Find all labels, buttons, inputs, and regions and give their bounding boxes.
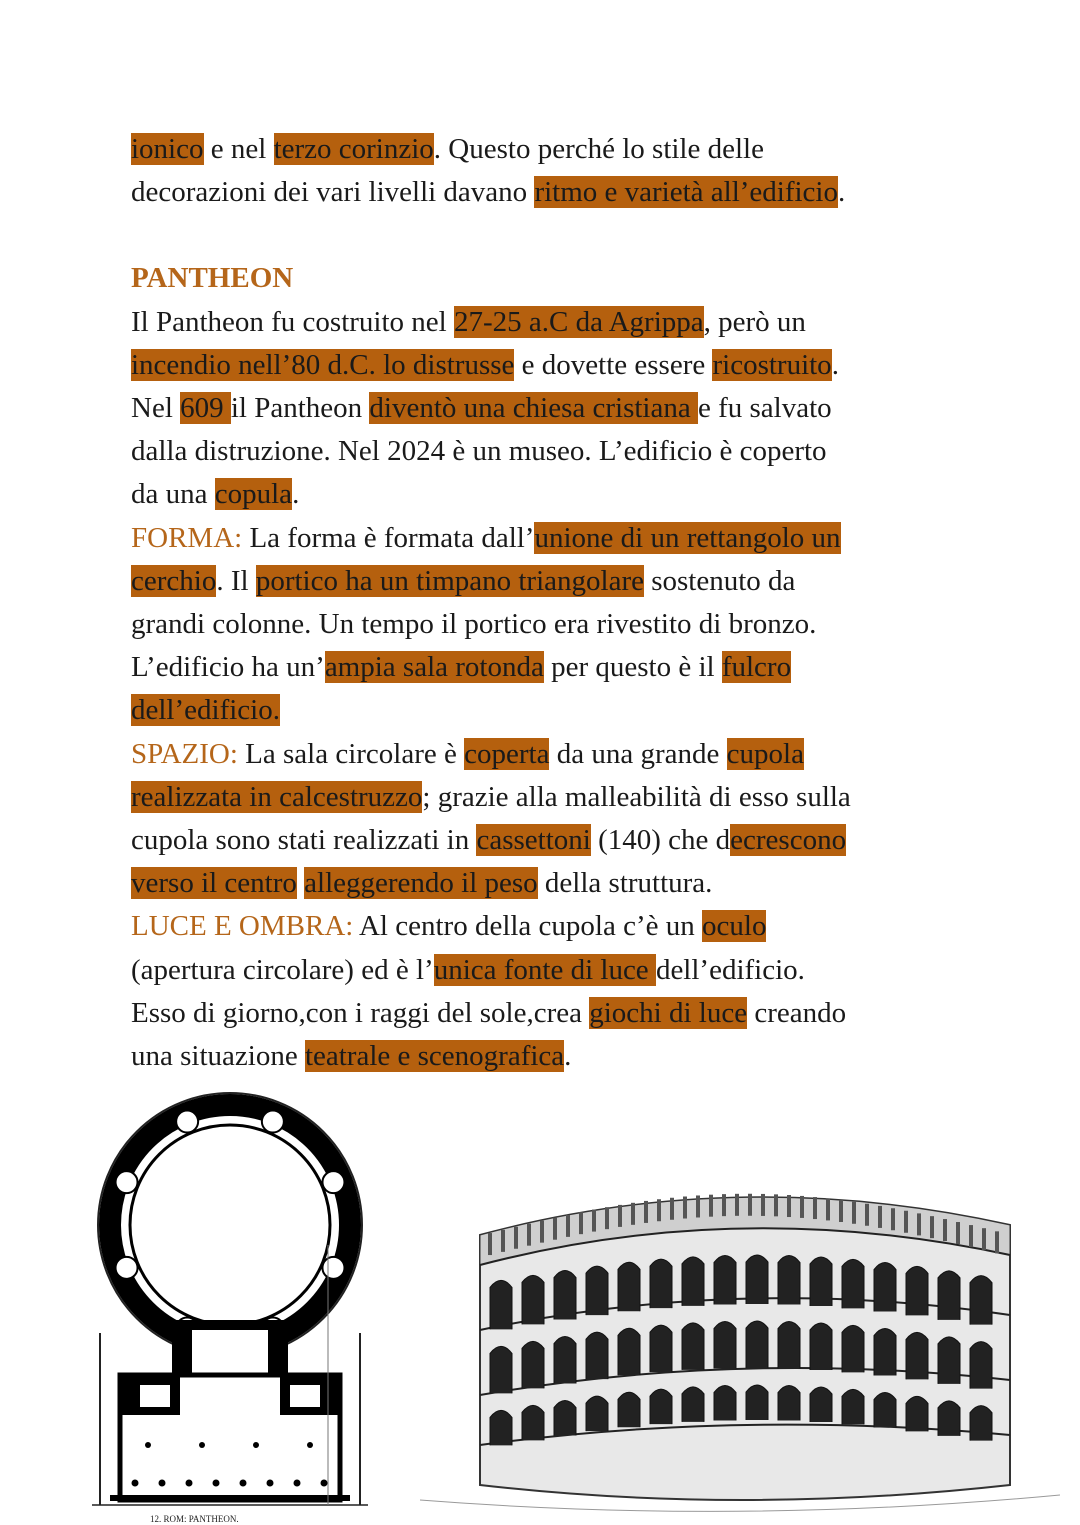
section-label: FORMA: [131,521,243,554]
highlighted-text: cupola [726,737,804,770]
colosseum-arch [650,1325,672,1372]
text-line [131,517,971,560]
highlighted-text: cerchio [131,564,217,597]
colosseum-attic-pilaster [644,1201,648,1223]
colosseum-attic-pilaster [969,1225,973,1247]
colosseum-attic-pilaster [839,1200,843,1222]
plan-column [294,1480,301,1487]
colosseum-attic-pilaster [761,1194,765,1216]
text-line [131,603,971,646]
plan-column [213,1480,220,1487]
colosseum-arch [938,1401,960,1436]
text-segment: grandi colonne. Un tempo il portico era rivestito di bronzo. [131,608,817,641]
text-segment: una situazione [131,1040,305,1073]
highlighted-text: incendio nell’80 d.C. lo distrusse [131,348,515,381]
colosseum-arch [650,1259,672,1308]
text-segment: per questo è il [543,651,722,684]
colosseum-arch [906,1396,928,1431]
plan-niche [262,1111,284,1133]
colosseum-arch [650,1389,672,1424]
colosseum-attic-pilaster [670,1198,674,1220]
colosseum-arch [490,1280,512,1329]
text-segment: dell’edificio. [655,953,805,986]
highlighted-text: cassettoni [476,824,591,857]
highlighted-text: copula [214,478,293,511]
colosseum-arch [682,1387,704,1422]
text-segment: Il Pantheon fu costruito nel [131,305,454,338]
colosseum-attic-pilaster [579,1212,583,1234]
colosseum-arch [778,1386,800,1421]
text-segment: ; grazie alla malleabilità di esso sulla [422,780,851,813]
colosseum-arch [682,1323,704,1370]
colosseum-arch [842,1389,864,1424]
colosseum-arch [554,1401,576,1436]
highlighted-text: verso il centro [131,867,297,900]
plan-column [199,1442,205,1448]
paragraph-gap [131,214,971,257]
highlighted-text: oculo [702,910,767,943]
plan-column [132,1480,139,1487]
pantheon-paragraph [131,301,971,1079]
colosseum-arch [490,1346,512,1393]
colosseum-arch [554,1337,576,1384]
colosseum-attic-pilaster [514,1227,518,1249]
colosseum-attic-pilaster [527,1224,531,1246]
colosseum-attic-pilaster [605,1207,609,1229]
text-segment: e dovette essere [514,348,713,381]
colosseum-attic-pilaster [917,1213,921,1235]
text-segment: Nel [131,392,181,425]
highlighted-text: ricostruito [712,348,832,381]
colosseum-arch [778,1256,800,1305]
colosseum-arch [874,1393,896,1428]
text-line [131,128,971,171]
colosseum-attic-pilaster [501,1230,505,1252]
highlighted-text: unione di un rettangolo un [534,521,841,554]
highlighted-text: portico ha un timpano triangolare [255,564,644,597]
highlighted-text: coperta [464,737,550,770]
colosseum-attic-pilaster [696,1195,700,1217]
colosseum-arch [906,1266,928,1315]
colosseum-attic-pilaster [618,1205,622,1227]
colosseum-arch [586,1266,608,1315]
colosseum-attic-pilaster [488,1233,492,1255]
text-segment: da una grande [549,737,727,770]
colosseum-arch [970,1406,992,1441]
text-line [131,733,971,776]
colosseum-attic-pilaster [592,1210,596,1232]
text-segment: e nel [203,133,274,165]
highlighted-text: realizzata in calcestruzzo [131,780,423,813]
figures [0,1085,1080,1525]
colosseum-engraving [420,1155,1060,1515]
text-segment: della struttura. [537,867,713,900]
colosseum-arch [618,1262,640,1311]
highlighted-text: ecrescono [730,824,847,857]
highlighted-text: giochi di luce [589,996,748,1029]
intro-paragraph [131,128,971,214]
colosseum-attic-pilaster [852,1202,856,1224]
colosseum-attic-pilaster [735,1194,739,1216]
colosseum-attic-pilaster [540,1221,544,1243]
colosseum-arch [810,1387,832,1422]
text-segment: . [831,348,839,381]
colosseum-attic-pilaster [787,1195,791,1217]
colosseum-arch [586,1396,608,1431]
pantheon-plan-drawing [80,1085,380,1525]
text-line [131,473,971,516]
colosseum-attic-pilaster [748,1194,752,1216]
text-segment: L’edificio ha un’ [131,651,325,684]
plan-niche [176,1111,198,1133]
colosseum-attic-pilaster [774,1194,778,1216]
text-line [131,689,971,732]
highlighted-text: dell’edificio. [131,694,280,727]
plan-column [240,1480,247,1487]
plan-caption: 12. ROM: PANTHEON. [150,1514,239,1524]
colosseum-attic-pilaster [891,1208,895,1230]
plan-niche [322,1257,344,1279]
colosseum-arch [970,1276,992,1325]
colosseum-arch [522,1405,544,1440]
colosseum-attic-pilaster [904,1211,908,1233]
colosseum-arch [906,1332,928,1379]
text-line [131,905,971,948]
colosseum-arch [842,1325,864,1372]
colosseum-arch [938,1271,960,1320]
colosseum-attic-pilaster [995,1231,999,1253]
colosseum-arch [746,1385,768,1420]
text-line [131,992,971,1035]
colosseum-attic-pilaster [800,1196,804,1218]
colosseum-arch [874,1263,896,1312]
colosseum-attic-pilaster [657,1199,661,1221]
text-line [131,301,971,344]
colosseum-arch [714,1255,736,1304]
text-line [131,819,971,862]
text-segment: . [292,478,300,511]
text-segment: . Il [216,564,256,597]
colosseum-attic-pilaster [683,1197,687,1219]
text-segment: La forma è formata dall’ [242,521,535,554]
text-line [131,646,971,689]
colosseum-attic-pilaster [943,1219,947,1241]
section-title: PANTHEON [131,262,294,295]
colosseum-arch [714,1321,736,1368]
highlighted-text: unica fonte di luce [433,953,656,986]
highlighted-text: fulcro [721,651,792,684]
colosseum-attic-pilaster [813,1197,817,1219]
plan-rotunda [98,1093,362,1357]
plan-column [321,1480,328,1487]
text-segment: dalla distruzione. Nel 2024 è un museo. L’edificio è coperto [131,435,827,468]
text-segment: da una [131,478,215,511]
text-segment: . [838,176,846,209]
text-segment: creando [747,996,847,1029]
text-segment: , però un [703,305,806,338]
section-label: SPAZIO: [131,737,238,770]
highlighted-text: 609 [180,392,231,425]
text-segment: (140) che d [590,824,731,857]
text-line [131,387,971,430]
colosseum-arch [746,1255,768,1304]
plan-column [145,1442,151,1448]
colosseum-arch [682,1257,704,1306]
colosseum-attic-pilaster [865,1204,869,1226]
colosseum-arch [522,1341,544,1388]
colosseum-arch [714,1385,736,1420]
colosseum-attic-pilaster [722,1194,726,1216]
colosseum-attic-pilaster [553,1218,557,1240]
colosseum-arch [810,1323,832,1370]
text-line [131,344,971,387]
text-line [131,171,971,214]
colosseum-arch [522,1275,544,1324]
colosseum-arch [810,1257,832,1306]
colosseum-arch [554,1271,576,1320]
highlighted-text: teatrale e scenografica [304,1040,565,1073]
highlighted-text: ritmo e varietà all’edificio [534,176,838,209]
highlighted-text: ionico [131,133,204,165]
text-line [131,430,971,473]
text-segment: sostenuto da [643,564,796,597]
document-text [131,128,971,1078]
colosseum-arch [490,1410,512,1445]
highlighted-text: ampia sala rotonda [324,651,544,684]
plan-column [159,1480,166,1487]
plan-column [267,1480,274,1487]
colosseum-arch [842,1259,864,1308]
plan-niche [322,1171,344,1193]
plan-column [253,1442,259,1448]
colosseum-attic-pilaster [878,1206,882,1228]
colosseum-arch [746,1321,768,1368]
colosseum-arch [938,1337,960,1384]
text-line [131,862,971,905]
text-segment: il Pantheon [230,392,370,425]
colosseum-arch [618,1392,640,1427]
text-segment: decorazioni dei vari livelli davano [131,176,535,209]
text-segment: . [564,1040,572,1073]
highlighted-text: alleggerendo il peso [304,867,538,900]
plan-column [186,1480,193,1487]
plan-niche [116,1171,138,1193]
highlighted-text: 27-25 a.C da Agrippa [453,305,704,338]
colosseum-attic-pilaster [930,1216,934,1238]
text-line [131,949,971,992]
text-segment: . Questo perché lo stile delle [433,133,764,165]
text-segment: Esso di giorno,con i raggi del sole,crea [131,996,590,1029]
text-segment: cupola sono stati realizzati in [131,824,477,857]
colosseum-arch [970,1342,992,1389]
colosseum-attic-pilaster [956,1222,960,1244]
colosseum-attic-pilaster [566,1215,570,1237]
plan-niche [116,1257,138,1279]
colosseum-attic-pilaster [631,1203,635,1225]
colosseum-arch [874,1329,896,1376]
text-line [131,560,971,603]
section-label: LUCE E OMBRA: [131,910,354,943]
colosseum-attic-pilaster [982,1228,986,1250]
text-segment: Al centro della cupola c’è un [353,910,703,943]
text-segment: (apertura circolare) ed è l’ [131,953,434,986]
highlighted-text: diventò una chiesa cristiana [369,392,698,425]
colosseum-arch [586,1332,608,1379]
highlighted-text: terzo corinzio [273,133,434,165]
colosseum-attic-pilaster [826,1198,830,1220]
plan-column [307,1442,313,1448]
colosseum-arch [778,1322,800,1369]
text-segment: e fu salvato [697,392,832,425]
text-segment: La sala circolare è [237,737,465,770]
text-line [131,1035,971,1078]
colosseum-attic-pilaster [709,1195,713,1217]
colosseum-arch [618,1328,640,1375]
text-line [131,776,971,819]
